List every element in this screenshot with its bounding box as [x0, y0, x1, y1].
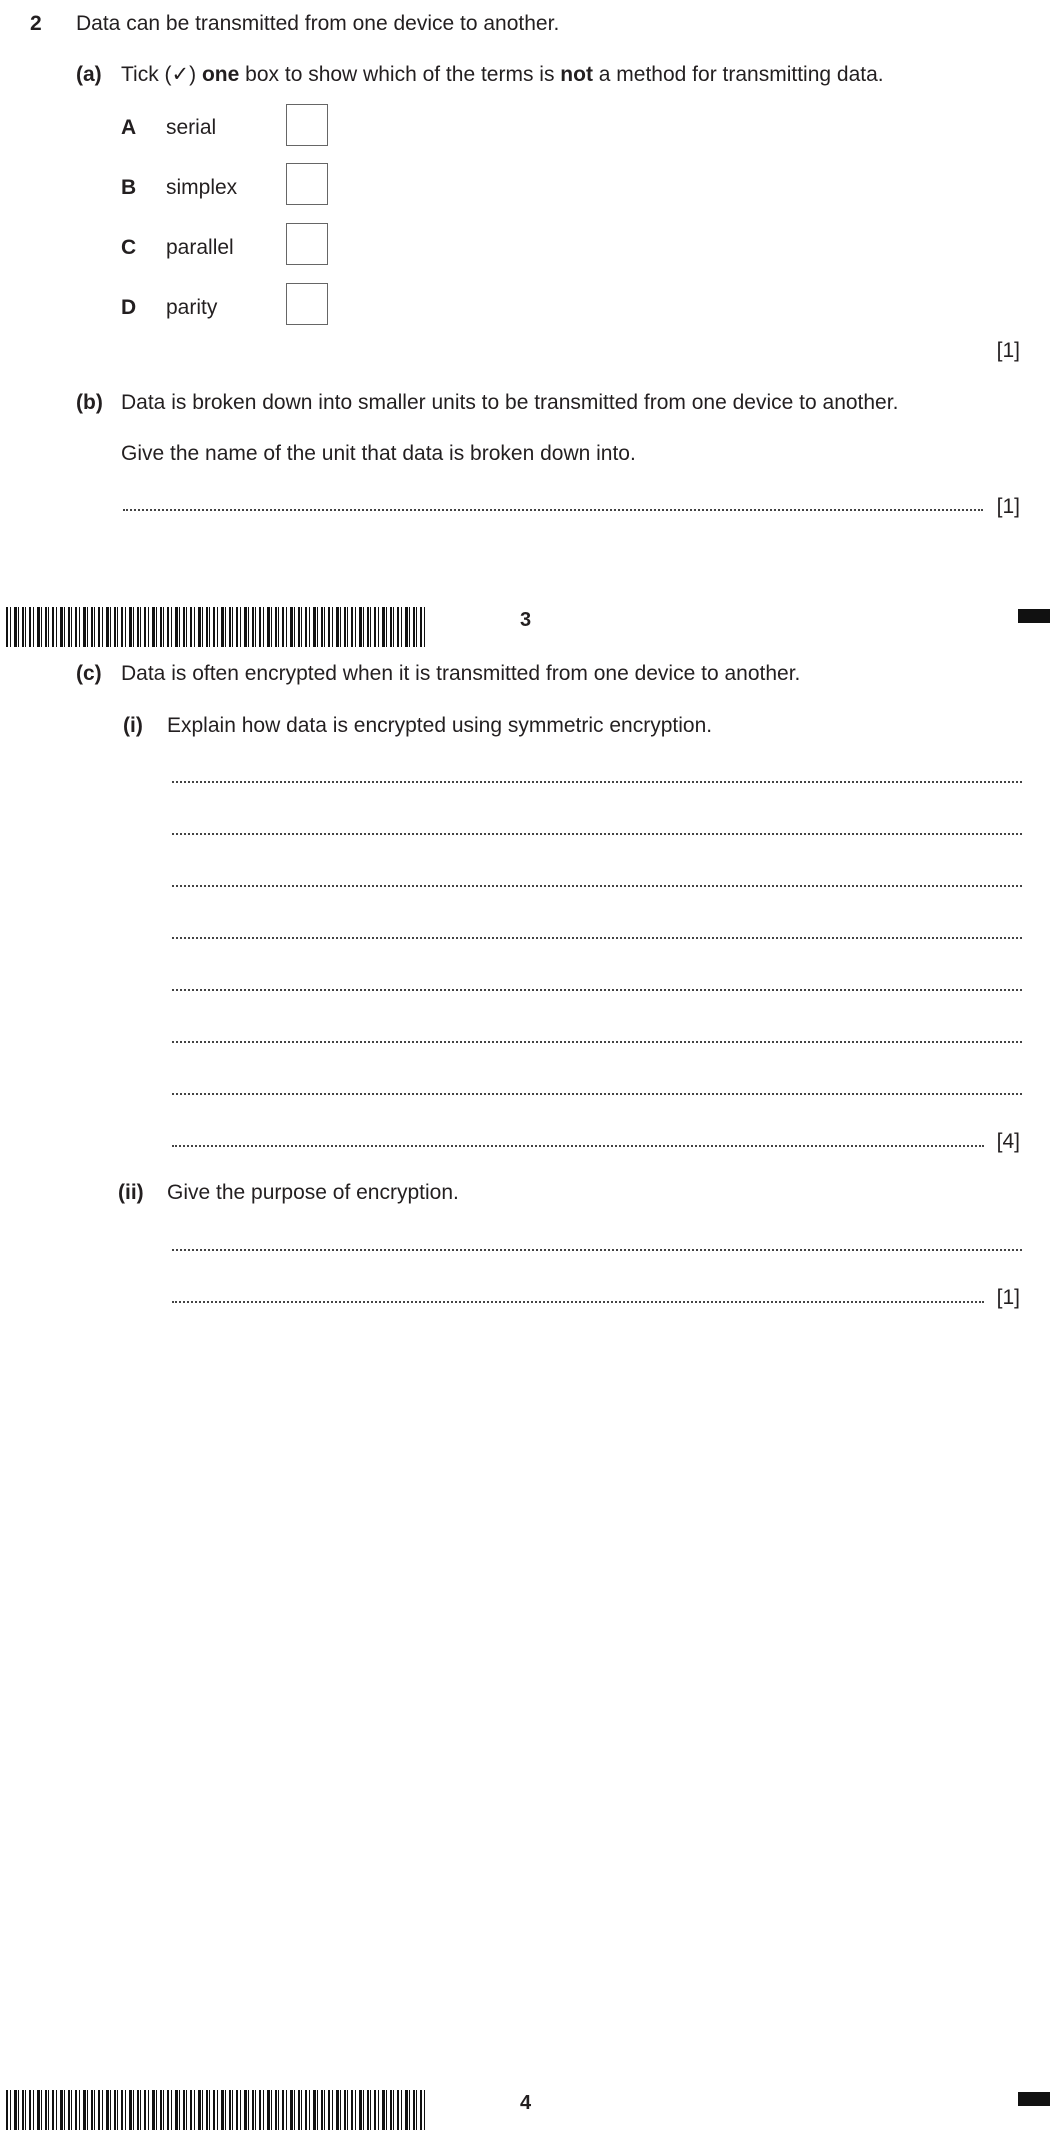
- page-number: 4: [520, 2092, 532, 2114]
- part-b-label: (b): [76, 391, 103, 414]
- part-c-i-answer-line[interactable]: [172, 1145, 984, 1147]
- instruction-bold-one: one: [201, 63, 240, 86]
- instruction-bold-not: not: [560, 63, 593, 86]
- option-c-text: parallel: [166, 236, 234, 259]
- part-c-i-answer-line[interactable]: [172, 833, 1022, 835]
- part-c-ii-marks: [1]: [996, 1286, 1020, 1309]
- part-a-label: (a): [76, 63, 102, 86]
- part-c-i-answer-line[interactable]: [172, 1093, 1022, 1095]
- part-c-ii-prompt: Give the purpose of encryption.: [167, 1181, 459, 1204]
- part-c-i-answer-line[interactable]: [172, 885, 1022, 887]
- part-c-i-prompt: Explain how data is encrypted using symmetric encryption.: [167, 714, 713, 737]
- question-number: 2: [30, 12, 42, 35]
- option-b-text: simplex: [166, 176, 238, 199]
- option-d-letter: D: [121, 296, 137, 319]
- instruction-text-3: box to show which of the terms is: [239, 63, 561, 86]
- part-b-prompt: Give the name of the unit that data is broken down into.: [121, 442, 636, 465]
- option-c-letter: C: [121, 236, 137, 259]
- part-c-i-answer-line[interactable]: [172, 1041, 1022, 1043]
- part-b-stem: Data is broken down into smaller units to be transmitted from one device to another.: [121, 391, 899, 414]
- page-barcode: [6, 2090, 426, 2130]
- option-d-text: parity: [166, 296, 218, 319]
- option-a-letter: A: [121, 116, 137, 139]
- part-c-i-answer-line[interactable]: [172, 989, 1022, 991]
- part-c-i-answer-line[interactable]: [172, 937, 1022, 939]
- part-c-stem: Data is often encrypted when it is transmitted from one device to another.: [121, 662, 801, 685]
- instruction-text-4: a method for transmitting data.: [592, 63, 884, 86]
- instruction-text-1: Tick (: [121, 63, 172, 86]
- option-a-text: serial: [166, 116, 217, 139]
- part-c-ii-answer-line[interactable]: [172, 1301, 984, 1303]
- option-b-tickbox[interactable]: [286, 163, 328, 205]
- registration-mark: [1018, 609, 1050, 623]
- part-b-marks: [1]: [996, 495, 1020, 518]
- page-barcode: [6, 607, 426, 647]
- part-a-instruction: [121, 64, 884, 85]
- part-c-ii-answer-line[interactable]: [172, 1249, 1022, 1251]
- option-d-tickbox[interactable]: [286, 283, 328, 325]
- part-c-ii-label: (ii): [118, 1181, 144, 1204]
- part-b-answer-line[interactable]: [123, 509, 983, 511]
- page-number: 3: [520, 609, 532, 631]
- question-stem: Data can be transmitted from one device to another.: [76, 12, 560, 35]
- option-b-letter: B: [121, 176, 137, 199]
- registration-mark: [1018, 2092, 1050, 2106]
- part-c-i-marks: [4]: [996, 1130, 1020, 1153]
- instruction-text-2: ): [189, 63, 202, 86]
- option-c-tickbox[interactable]: [286, 223, 328, 265]
- tick-glyph: ✓: [171, 63, 190, 86]
- part-c-i-label: (i): [123, 714, 143, 737]
- part-c-label: (c): [76, 662, 102, 685]
- option-a-tickbox[interactable]: [286, 104, 328, 146]
- part-c-i-answer-line[interactable]: [172, 781, 1022, 783]
- part-a-marks: [1]: [996, 339, 1020, 362]
